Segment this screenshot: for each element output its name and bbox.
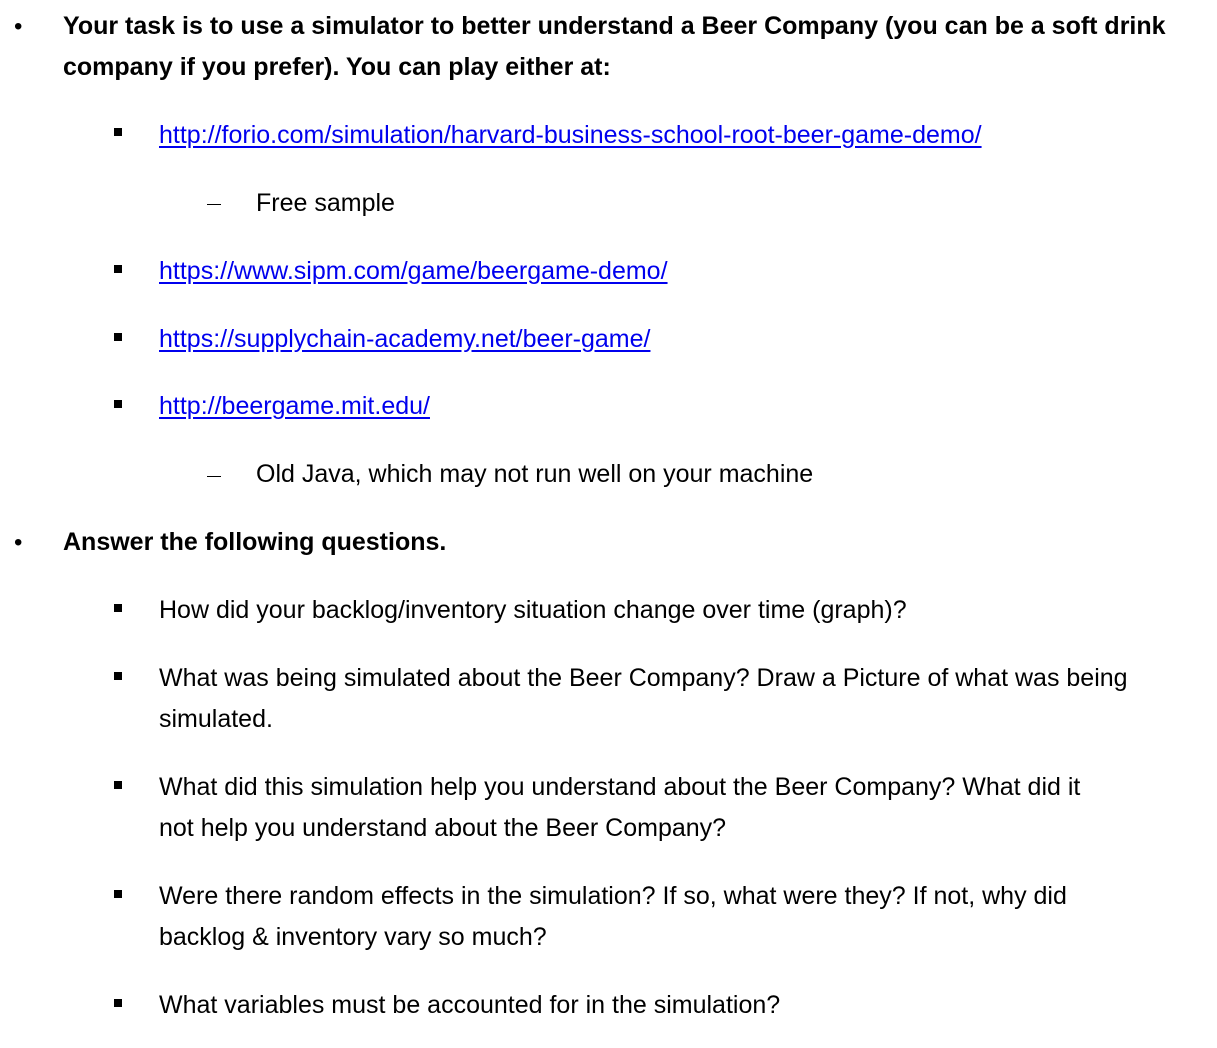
question-2-line-2: simulated. (159, 705, 273, 733)
link-sipm[interactable]: https://www.sipm.com/game/beergame-demo/ (159, 257, 668, 285)
task-heading-line-1: Your task is to use a simulator to better understand a Beer Company (you can be a soft drink (63, 12, 1166, 40)
question-3-line-1: What did this simulation help you understand about the Beer Company? What did it (159, 773, 1081, 801)
bullet-square (114, 400, 122, 408)
question-4-line-2: backlog & inventory vary so much? (159, 923, 547, 951)
link-mit-beergame[interactable]: http://beergame.mit.edu/ (159, 392, 430, 420)
bullet-square (114, 781, 122, 789)
bullet-square (114, 890, 122, 898)
bullet-square (114, 999, 122, 1007)
question-3-line-2: not help you understand about the Beer Company? (159, 814, 727, 842)
task-heading-line-2: company if you prefer). You can play either at: (63, 53, 611, 81)
bullet-dot: • (14, 529, 23, 556)
question-1: How did your backlog/inventory situation change over time (graph)? (159, 596, 907, 624)
questions-heading: Answer the following questions. (63, 528, 447, 556)
bullet-square (114, 333, 122, 341)
question-5: What variables must be accounted for in the simulation? (159, 991, 781, 1019)
bullet-dash (207, 204, 221, 205)
note-free-sample: Free sample (256, 189, 395, 217)
question-2-line-1: What was being simulated about the Beer Company? Draw a Picture of what was being (159, 664, 1128, 692)
bullet-dash (207, 476, 221, 477)
bullet-square (114, 265, 122, 273)
bullet-square (114, 128, 122, 136)
link-supplychain-academy[interactable]: https://supplychain-academy.net/beer-game/ (159, 325, 651, 353)
link-forio[interactable]: http://forio.com/simulation/harvard-business-school-root-beer-game-demo/ (159, 121, 982, 149)
bullet-square (114, 604, 122, 612)
bullet-dot: • (14, 13, 23, 40)
note-old-java: Old Java, which may not run well on your machine (256, 460, 814, 488)
question-4-line-1: Were there random effects in the simulation? If so, what were they? If not, why did (159, 882, 1067, 910)
bullet-square (114, 672, 122, 680)
